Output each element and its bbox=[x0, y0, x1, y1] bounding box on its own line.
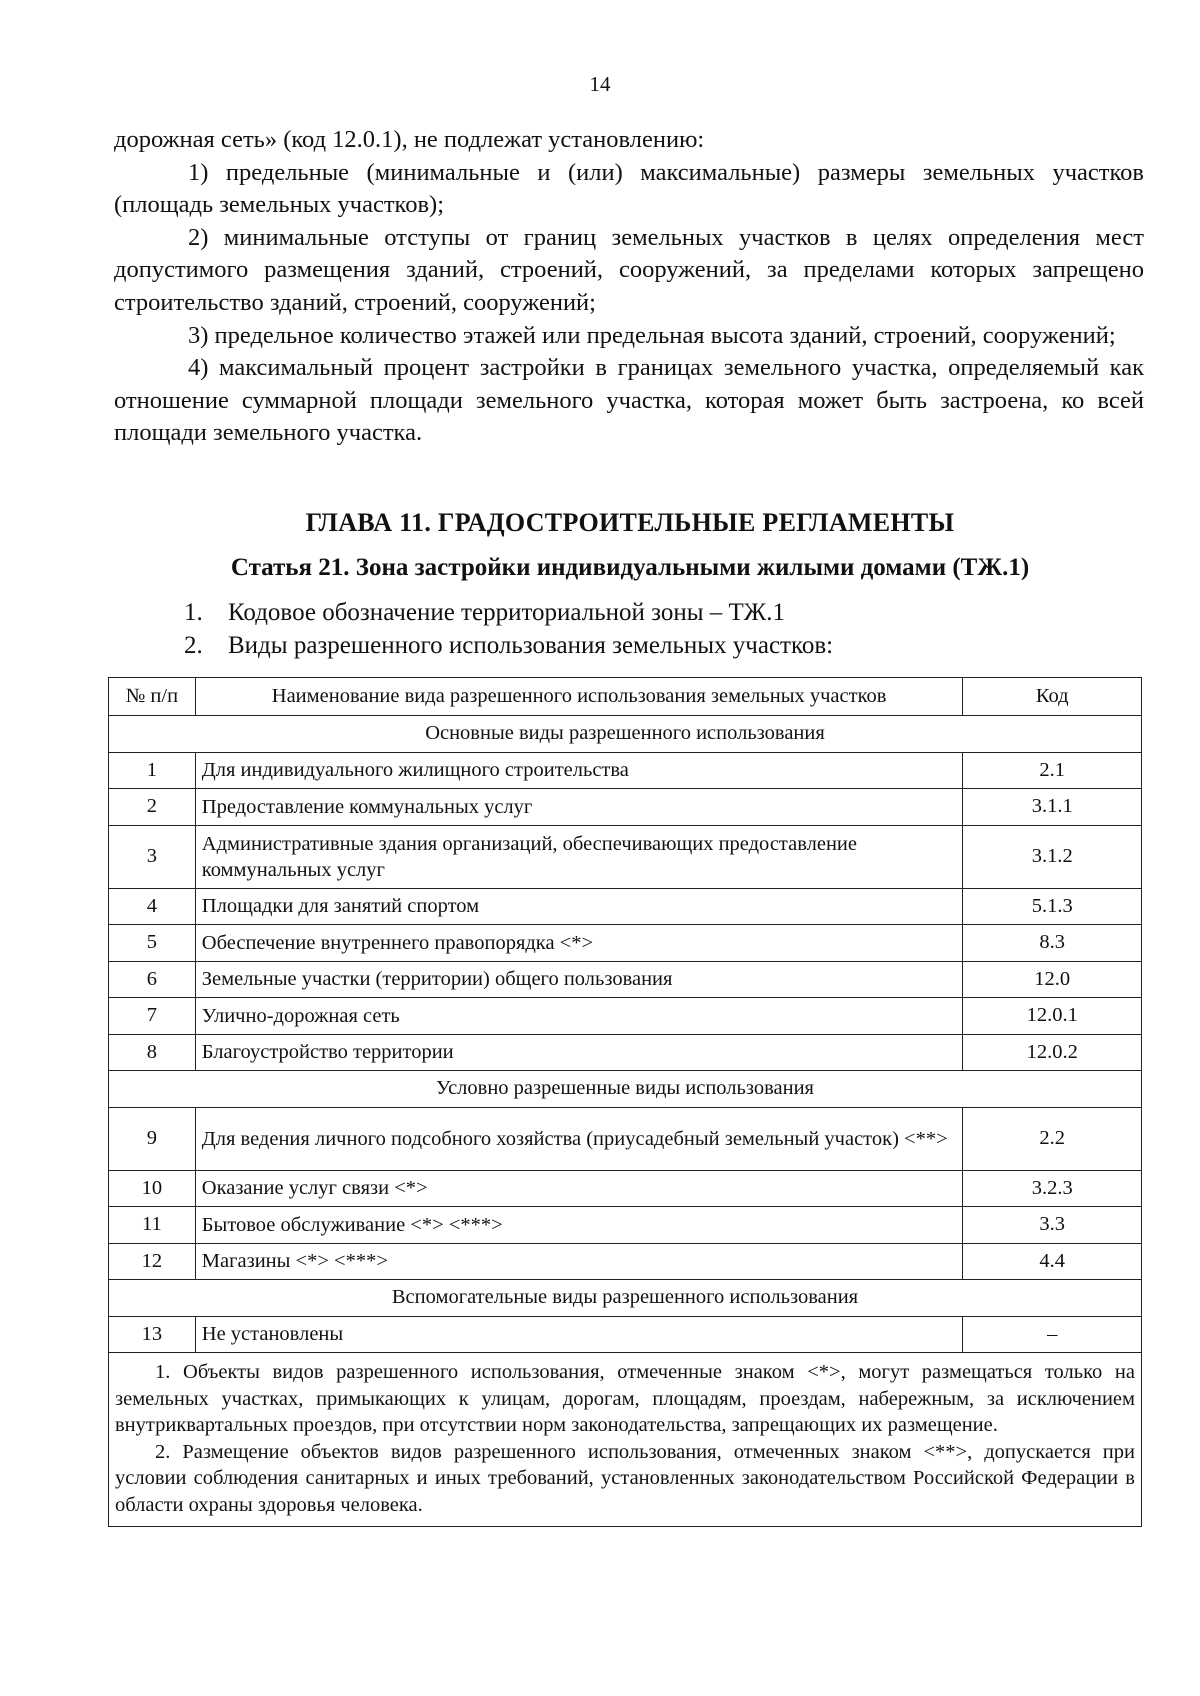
list-item-text: Виды разрешенного использования земельных участков: bbox=[228, 632, 834, 659]
row-code: 4.4 bbox=[963, 1243, 1142, 1280]
row-number: 9 bbox=[109, 1107, 196, 1170]
row-name: Площадки для занятий спортом bbox=[195, 888, 963, 925]
paragraph: 4) максимальный процент застройки в границах земельного участка, определяемый как отношение суммарной площади земельного участка, которая может быть застроена, ко всей площади земельного участка. bbox=[114, 354, 1144, 447]
row-name: Для ведения личного подсобного хозяйства (приусадебный земельный участок) <**> bbox=[195, 1107, 963, 1170]
row-number: 4 bbox=[109, 888, 196, 925]
table-row bbox=[109, 998, 1142, 1035]
numbered-list bbox=[184, 596, 1144, 662]
table-row bbox=[109, 1207, 1142, 1244]
row-code: 3.2.3 bbox=[963, 1170, 1142, 1207]
list-item-text: Кодовое обозначение территориальной зоны – ТЖ.1 bbox=[228, 599, 785, 626]
row-name: Земельные участки (территории) общего пользования bbox=[195, 961, 963, 998]
note: 2. Размещение объектов видов разрешенного использования, отмеченных знаком <**>, допускается при условии соблюдения санитарных и иных требований, установленных законодательством Российской Федерации в области охраны здоровья человека. bbox=[115, 1440, 1135, 1516]
table-header-row bbox=[109, 678, 1142, 716]
paragraph: дорожная сеть» (код 12.0.1), не подлежат установлению: bbox=[114, 126, 705, 153]
header-code: Код bbox=[963, 678, 1142, 716]
table-row bbox=[109, 888, 1142, 925]
row-code: 12.0 bbox=[963, 961, 1142, 998]
row-name: Не установлены bbox=[195, 1316, 963, 1353]
table-row bbox=[109, 1316, 1142, 1353]
list-item-number: 2. bbox=[184, 632, 203, 659]
row-name: Оказание услуг связи <*> bbox=[195, 1170, 963, 1207]
row-code: 8.3 bbox=[963, 925, 1142, 962]
table-row bbox=[109, 1170, 1142, 1207]
header-name: Наименование вида разрешенного использования земельных участков bbox=[195, 678, 963, 716]
note: 1. Объекты видов разрешенного использования, отмеченные знаком <*>, могут размещаться только на земельных участках, примыкающих к улицам, дорогам, площадям, проездам, набережным, за исключением внутриквартальных проездов, при отсутствии норм законодательства, запрещающих их размещение. bbox=[115, 1361, 1135, 1436]
row-code: 12.0.2 bbox=[963, 1034, 1142, 1071]
row-name: Магазины <*> <***> bbox=[195, 1243, 963, 1280]
list-item-number: 1. bbox=[184, 599, 203, 626]
table-row bbox=[109, 1034, 1142, 1071]
table-row bbox=[109, 789, 1142, 826]
table-row bbox=[109, 1243, 1142, 1280]
row-number: 3 bbox=[109, 825, 196, 888]
row-number: 12 bbox=[109, 1243, 196, 1280]
row-name: Административные здания организаций, обеспечивающих предоставление коммунальных услуг bbox=[195, 825, 963, 888]
row-name: Обеспечение внутреннего правопорядка <*> bbox=[195, 925, 963, 962]
paragraph: 1) предельные (минимальные и (или) максимальные) размеры земельных участков (площадь земельных участков); bbox=[114, 158, 1144, 219]
row-number: 8 bbox=[109, 1034, 196, 1071]
table-row bbox=[109, 1107, 1142, 1170]
row-name: Улично-дорожная сеть bbox=[195, 998, 963, 1035]
row-code: 5.1.3 bbox=[963, 888, 1142, 925]
row-code: 3.3 bbox=[963, 1207, 1142, 1244]
row-name: Предоставление коммунальных услуг bbox=[195, 789, 963, 826]
article-title: Статья 21. Зона застройки индивидуальными жилыми домами (ТЖ.1) bbox=[230, 554, 1030, 581]
table-section-row bbox=[109, 1280, 1142, 1317]
section-title: Вспомогательные виды разрешенного использования bbox=[109, 1280, 1142, 1317]
table-row bbox=[109, 925, 1142, 962]
page-number: 14 bbox=[589, 72, 611, 96]
row-code: 12.0.1 bbox=[963, 998, 1142, 1035]
row-number: 6 bbox=[109, 961, 196, 998]
table-row bbox=[109, 752, 1142, 789]
row-code: 2.2 bbox=[963, 1107, 1142, 1170]
table-row bbox=[109, 825, 1142, 888]
table-section-row bbox=[109, 716, 1142, 753]
row-name: Благоустройство территории bbox=[195, 1034, 963, 1071]
row-number: 7 bbox=[109, 998, 196, 1035]
table-section-row bbox=[109, 1071, 1142, 1108]
row-code: – bbox=[963, 1316, 1142, 1353]
land-use-table bbox=[108, 677, 1142, 1527]
table-notes-row bbox=[109, 1353, 1142, 1527]
table-notes bbox=[109, 1353, 1142, 1527]
row-number: 11 bbox=[109, 1207, 196, 1244]
table-row bbox=[109, 961, 1142, 998]
list-item bbox=[184, 596, 1144, 629]
section-title: Основные виды разрешенного использования bbox=[109, 716, 1142, 753]
row-code: 3.1.1 bbox=[963, 789, 1142, 826]
chapter-title: ГЛАВА 11. ГРАДОСТРОИТЕЛЬНЫЕ РЕГЛАМЕНТЫ bbox=[305, 508, 955, 537]
body-text bbox=[114, 124, 1144, 450]
row-number: 2 bbox=[109, 789, 196, 826]
list-item bbox=[184, 629, 1144, 662]
row-number: 10 bbox=[109, 1170, 196, 1207]
header-number: № п/п bbox=[109, 678, 196, 716]
section-title: Условно разрешенные виды использования bbox=[109, 1071, 1142, 1108]
row-name: Для индивидуального жилищного строительства bbox=[195, 752, 963, 789]
row-name: Бытовое обслуживание <*> <***> bbox=[195, 1207, 963, 1244]
row-code: 3.1.2 bbox=[963, 825, 1142, 888]
row-code: 2.1 bbox=[963, 752, 1142, 789]
row-number: 1 bbox=[109, 752, 196, 789]
row-number: 13 bbox=[109, 1316, 196, 1353]
paragraph: 3) предельное количество этажей или предельная высота зданий, строений, сооружений; bbox=[188, 321, 1116, 349]
paragraph: 2) минимальные отступы от границ земельных участков в целях определения мест допустимого размещения зданий, строений, сооружений, за пределами которых запрещено строительство зданий, строений, сооружений; bbox=[114, 223, 1144, 316]
row-number: 5 bbox=[109, 925, 196, 962]
